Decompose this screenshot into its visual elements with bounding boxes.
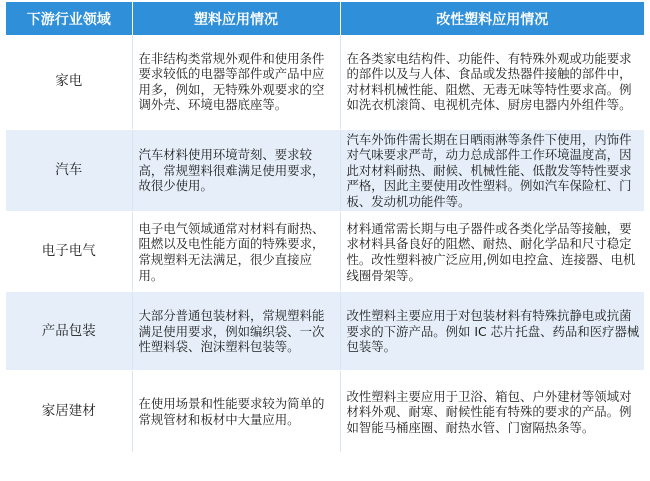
row-domain: 产品包装 [6, 292, 132, 371]
table-row [6, 212, 644, 292]
header-modified-plastic: 改性塑料应用情况 [340, 2, 644, 35]
header-plastic: 塑料应用情况 [132, 2, 340, 35]
row-modified-plastic-usage: 改性塑料主要应用于卫浴、箱包、户外建材等领域对材料外观、耐寒、耐候性能有特殊的要求的产品。例如智能马桶座圈、耐热水管、门窗隔热条等。 [340, 371, 644, 453]
row-domain: 家电 [6, 35, 132, 129]
row-domain: 家居建材 [6, 371, 132, 453]
row-modified-plastic-usage: 材料通常需长期与电子器件或各类化学品等接触，要求材料具备良好的阻燃、耐热、耐化学品和尺寸稳定性。改性塑料被广泛应用,例如电控盒、连接器、电机线圈骨架等。 [340, 212, 644, 292]
row-modified-plastic-usage: 汽车外饰件需长期在日晒雨淋等条件下使用，内饰件对气味要求严苛，动力总成部件工作环境温度高，因此对材料耐热、耐候、机械性能、低散发等特性要求严格，因此主要使用改性塑料。例如汽车保险杠、门板、发动机功能件等。 [340, 129, 644, 212]
industry-application-table [6, 2, 644, 453]
header-domain: 下游行业领域 [6, 2, 132, 35]
table-row [6, 35, 644, 129]
row-plastic-usage: 在使用场景和性能要求较为简单的常规管材和板材中大量应用。 [132, 371, 340, 453]
row-domain: 汽车 [6, 129, 132, 212]
table-header-row [6, 2, 644, 35]
table-row [6, 371, 644, 453]
row-plastic-usage: 在非结构类常规外观件和使用条件要求较低的电器等部件或产品中应用多，例如，无特殊外观要求的空调外壳、环境电器底座等。 [132, 35, 340, 129]
row-modified-plastic-usage: 改性塑料主要应用于对包装材料有特殊抗静电或抗菌要求的下游产品。例如 IC 芯片托盘、药品和医疗器械包装等。 [340, 292, 644, 371]
row-plastic-usage: 大部分普通包装材料，常规塑料能满足使用要求，例如编织袋、一次性塑料袋、泡沫塑料包装等。 [132, 292, 340, 371]
row-domain: 电子电气 [6, 212, 132, 292]
row-modified-plastic-usage: 在各类家电结构件、功能件、有特殊外观或功能要求的部件以及与人体、食品或发热器件接触的部件中，对材料机械性能、阻燃、无毒无味等特性要求高。例如洗衣机滚筒、电视机壳体、厨房电器内外组件等。 [340, 35, 644, 129]
row-plastic-usage: 汽车材料使用环境苛刻、要求较高，常规塑料很难满足使用要求，故很少使用。 [132, 129, 340, 212]
table-row [6, 129, 644, 212]
row-plastic-usage: 电子电气领域通常对材料有耐热、阻燃以及电性能方面的特殊要求，常规塑料无法满足，很少直接应用。 [132, 212, 340, 292]
table-row [6, 292, 644, 371]
